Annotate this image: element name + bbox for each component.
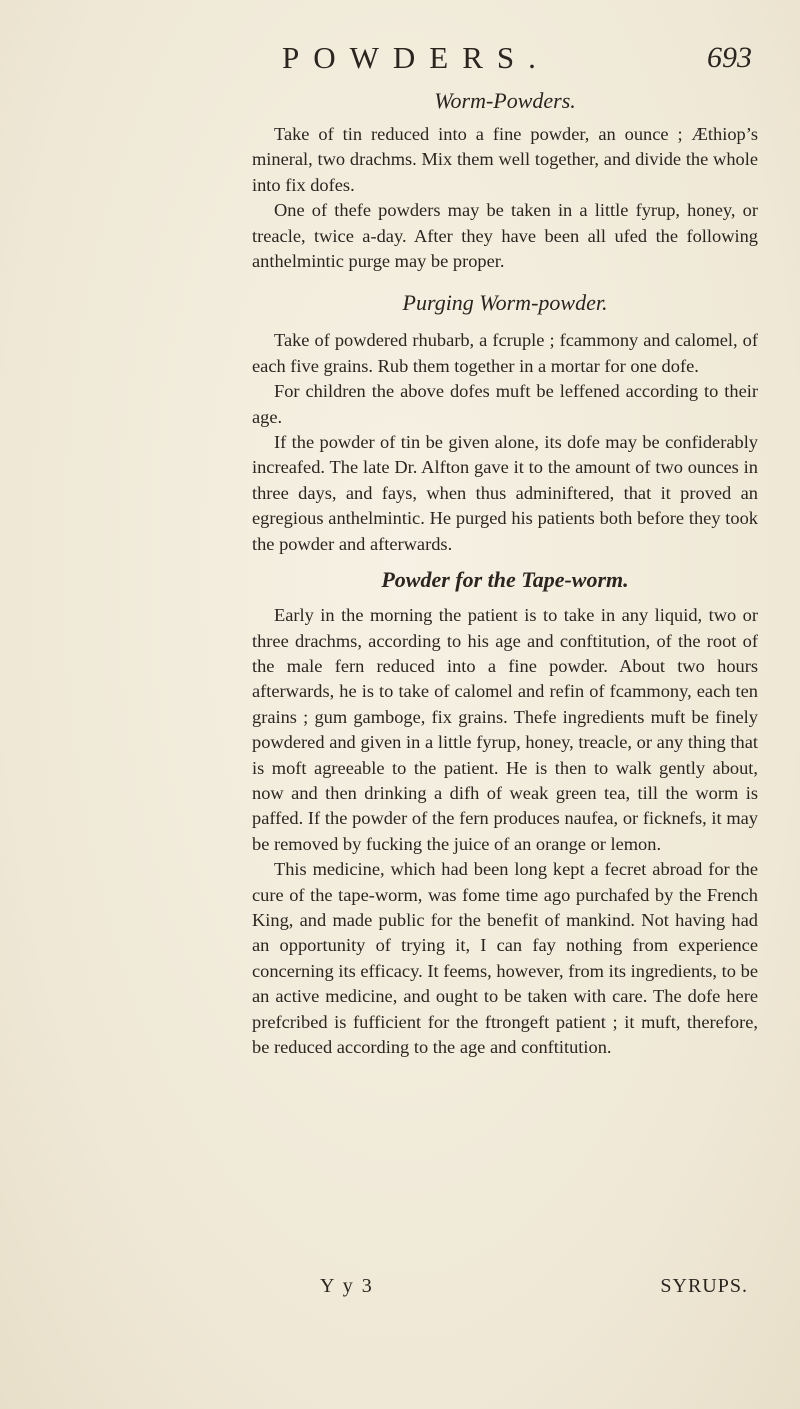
paragraph: One of thefe powders may be taken in a little fyrup, honey, or treacle, twice a-day. After they have been all ufed the following anthelmintic purge may be proper.	[252, 200, 758, 272]
section-heading-worm-powders: Worm-Powders.	[434, 88, 576, 113]
text-body	[252, 86, 758, 1060]
paragraph: If the powder of tin be given alone, its dofe may be confiderably increafed. The late Dr. Alfton gave it to the amount of two ounces in three days, and fays, when thus adminiftered, that it proved an egregious anthelmintic. He purged his patients both before they took the powder and afterwards.	[252, 432, 758, 554]
paragraph: Take of powdered rhubarb, a fcruple ; fcammony and calomel, of each five grains. Rub them together in a mortar for one dofe.	[252, 330, 758, 376]
running-head	[282, 38, 752, 78]
running-title: POWDERS.	[282, 40, 550, 75]
paragraph: This medicine, which had been long kept a fecret abroad for the cure of the tape-worm, was fome time ago purchafed by the French King, and made public for the benefit of mankind. Not having had an opportunity of trying it, I can fay nothing from experience concerning its efficacy. It feems, however, from its ingredients, to be an active medicine, and ought to be taken with care. The dofe here prefcribed is fufficient for the ftrongeft patient ; it muft, therefore, be reduced according to the age and conftitution.	[252, 859, 758, 1057]
catchword: SYRUPS.	[660, 1275, 748, 1297]
paragraph: Early in the morning the patient is to take in any liquid, two or three drachms, according to his age and conftitution, of the root of the male fern reduced into a fine powder. About two hours afterwards, he is to take of calomel and refin of fcammony, each ten grains ; gum gamboge, fix grains. Thefe ingredients muft be finely powdered and given in a little fyrup, honey, treacle, or any thing that is moft agreeable to the patient. He is then to walk gently about, now and then drinking a difh of weak green tea, till the worm is paffed. If the powder of the fern produces naufea, or ficknefs, it may be removed by fucking the juice of an orange or lemon.	[252, 605, 758, 854]
page-number: 693	[707, 41, 752, 74]
paragraph: Take of tin reduced into a fine powder, an ounce ; Æthiop’s mineral, two drachms. Mix them well together, and divide the whole into fix dofes.	[252, 124, 758, 195]
page-footer	[252, 1275, 758, 1305]
section-heading-purging-worm-powder: Purging Worm-powder.	[402, 290, 608, 316]
section-heading-tape-worm-powder: Powder for the Tape-worm.	[381, 567, 629, 593]
signature-mark: Y y 3	[320, 1275, 374, 1297]
paragraph: For children the above dofes muft be leffened according to their age.	[252, 381, 758, 427]
